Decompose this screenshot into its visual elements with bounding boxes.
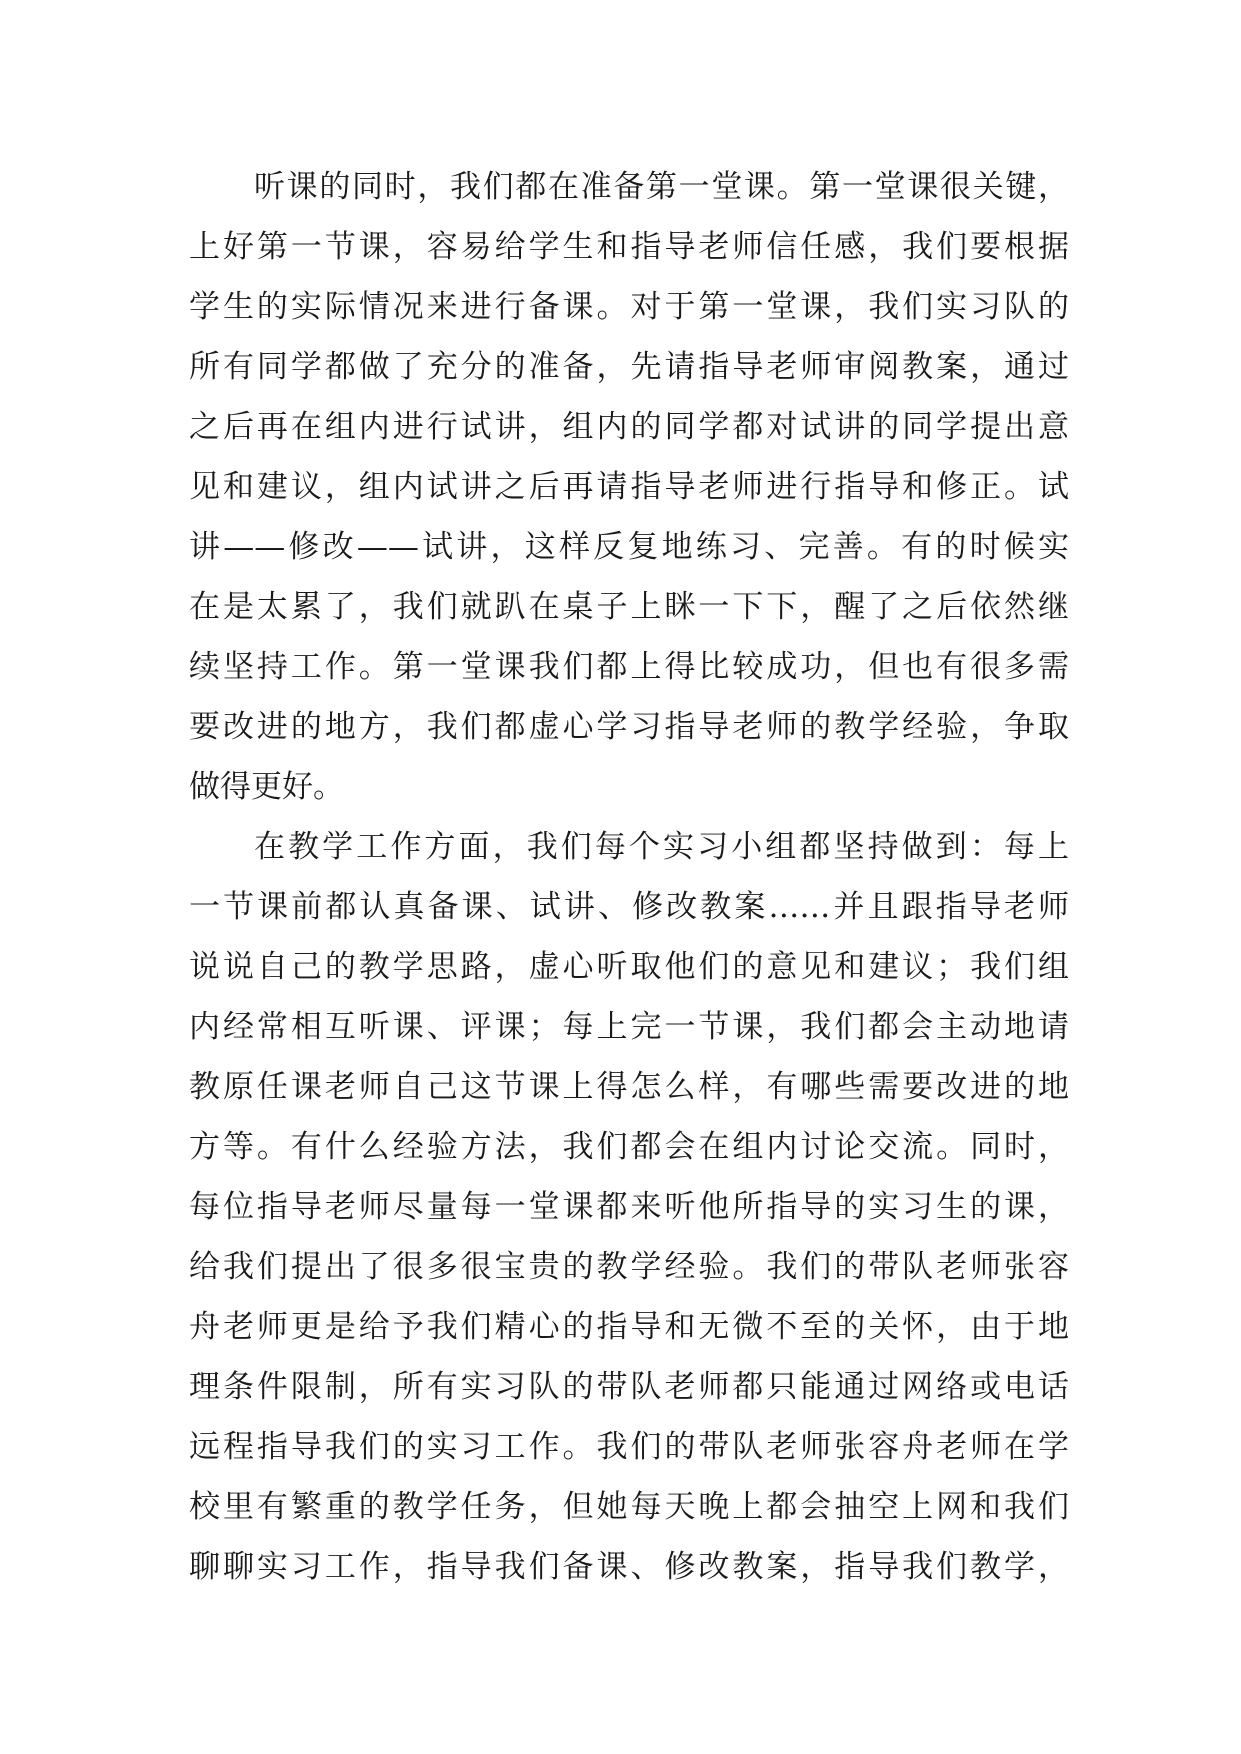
paragraph-2: [189, 817, 1069, 1597]
paragraph-line: 要改进的地方，我们都虚心学习指导老师的教学经验，争取: [189, 709, 1069, 745]
paragraph-line: 远程指导我们的实习工作。我们的带队老师张容舟老师在学: [189, 1429, 1069, 1465]
paragraph-line: 舟老师更是给予我们精心的指导和无微不至的关怀，由于地: [189, 1309, 1069, 1345]
paragraph-line: 方等。有什么经验方法，我们都会在组内讨论交流。同时，: [189, 1129, 1069, 1165]
paragraph-line: 内经常相互听课、评课；每上完一节课，我们都会主动地请: [189, 1009, 1069, 1045]
paragraph-line: 续坚持工作。第一堂课我们都上得比较成功，但也有很多需: [189, 649, 1069, 685]
body-text: [189, 157, 1069, 1597]
paragraph-line: 聊聊实习工作，指导我们备课、修改教案，指导我们教学，: [189, 1549, 1069, 1585]
paragraph-line: 每位指导老师尽量每一堂课都来听他所指导的实习生的课，: [189, 1189, 1069, 1225]
paragraph-line: 在是太累了，我们就趴在桌子上眯一下下，醒了之后依然继: [189, 589, 1069, 625]
paragraph-line: 理条件限制，所有实习队的带队老师都只能通过网络或电话: [189, 1369, 1069, 1405]
paragraph-line: 所有同学都做了充分的准备，先请指导老师审阅教案，通过: [189, 349, 1069, 385]
paragraph-line: 见和建议，组内试讲之后再请指导老师进行指导和修正。试: [189, 469, 1069, 505]
paragraph-line: 做得更好。: [189, 769, 344, 805]
paragraph-line: 之后再在组内进行试讲，组内的同学都对试讲的同学提出意: [189, 409, 1069, 445]
paragraph-line: 学生的实际情况来进行备课。对于第一堂课，我们实习队的: [189, 289, 1069, 325]
paragraph-line: 教原任课老师自己这节课上得怎么样，有哪些需要改进的地: [189, 1069, 1069, 1105]
paragraph-line: 给我们提出了很多很宝贵的教学经验。我们的带队老师张容: [189, 1249, 1069, 1285]
paragraph-line: 讲——修改——试讲，这样反复地练习、完善。有的时候实: [189, 529, 1069, 565]
paragraph-line: 在教学工作方面，我们每个实习小组都坚持做到：每上: [254, 829, 1069, 865]
paragraph-line: 一节课前都认真备课、试讲、修改教案……并且跟指导老师: [189, 889, 1069, 925]
paragraph-line: 上好第一节课，容易给学生和指导老师信任感，我们要根据: [189, 229, 1069, 265]
paragraph-line: 校里有繁重的教学任务，但她每天晚上都会抽空上网和我们: [189, 1489, 1069, 1525]
paragraph-line: 说说自己的教学思路，虚心听取他们的意见和建议；我们组: [189, 949, 1069, 985]
paragraph-1: [189, 157, 1069, 817]
paragraph-line: 听课的同时，我们都在准备第一堂课。第一堂课很关键，: [254, 169, 1069, 205]
